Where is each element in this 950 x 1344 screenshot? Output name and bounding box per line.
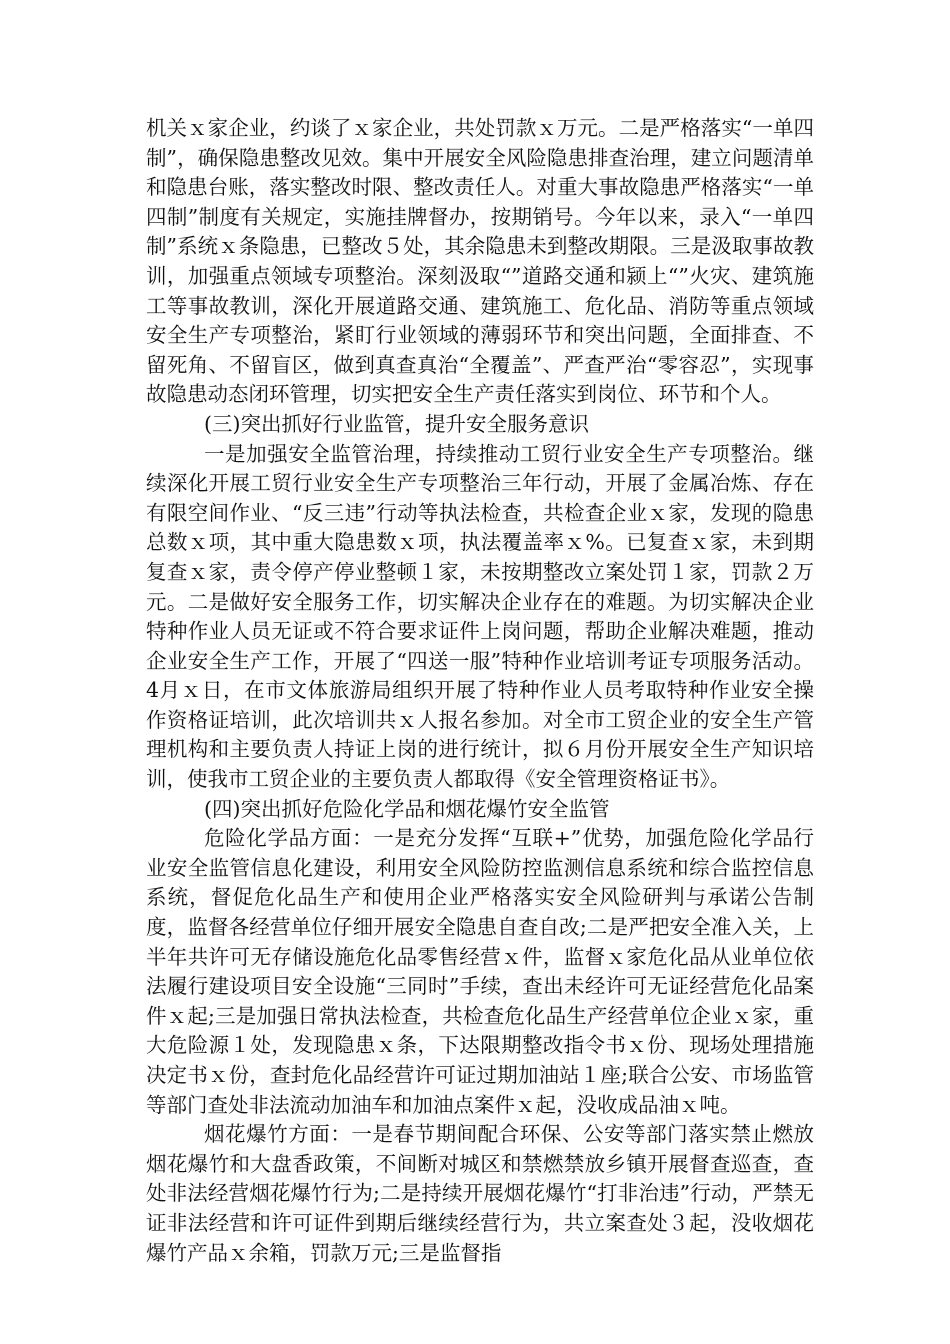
body-paragraph-3: 危险化学品方面：一是充分发挥“互联+”优势，加强危险化学品行业安全监管信息化建设，利用安全风险防控监测信息系统和综合监控信息系统，督促危化品生产和使用企业严格落实安全风险研判与承诺公告制度，监督各经营单位仔细开展安全隐患自查自改;二是严把安全准入关，上半年共许可无存储设施危化品零售经营ｘ件，监督ｘ家危化品从业单位依法履行建设项目安全设施“三同时”手续，查出未经许可无证经营危化品案件ｘ起;三是加强日常执法检查，共检查危化品生产经营单位企业ｘ家，重大危险源１处，发现隐患ｘ条，下达限期整改指令书ｘ份、现场处理措施决定书ｘ份，查封危化品经营许可证过期加油站１座;联合公安、市场监管等部门查处非法流动加油车和加油点案件ｘ起，没收成品油ｘ吨。 (146, 826, 814, 1117)
document-page (146, 114, 814, 1268)
section-heading-3: (三)突出抓好行业监管，提升安全服务意识 (204, 411, 589, 436)
body-paragraph-1: 机关ｘ家企业，约谈了ｘ家企业，共处罚款ｘ万元。二是严格落实“一单四制”，确保隐患整改见效。集中开展安全风险隐患排查治理，建立问题清单和隐患台账，落实整改时限、整改责任人。对重大事故隐患严格落实“一单四制”制度有关规定，实施挂牌督办，按期销号。今年以来，录入“一单四制”系统ｘ条隐患，已整改５处，其余隐患未到整改期限。三是汲取事故教训，加强重点领域专项整治。深刻汲取“”道路交通和颍上“”火灾、建筑施工等事故教训，深化开展道路交通、建筑施工、危化品、消防等重点领域安全生产专项整治，紧盯行业领域的薄弱环节和突出问题，全面排查、不留死角、不留盲区，做到真查真治“全覆盖”、严查严治“零容忍”，实现事故隐患动态闭环管理，切实把安全生产责任落实到岗位、环节和个人。 (146, 116, 814, 407)
body-paragraph-2: 一是加强安全监管治理，持续推动工贸行业安全生产专项整治。继续深化开展工贸行业安全生产专项整治三年行动，开展了金属冶炼、存在有限空间作业、“反三违”行动等执法检查，共检查企业ｘ家，发现的隐患总数ｘ项，其中重大隐患数ｘ项，执法覆盖率ｘ%。已复查ｘ家，未到期复查ｘ家，责令停产停业整顿１家，未按期整改立案处罚１家，罚款２万元。二是做好安全服务工作，切实解决企业存在的难题。为切实解决企业特种作业人员无证或不符合要求证件上岗问题，帮助企业解决难题，推动企业安全生产工作，开展了“四送一服”特种作业培训考证专项服务活动。4月ｘ日，在市文体旅游局组织开展了特种作业人员考取特种作业安全操作资格证培训，此次培训共ｘ人报名参加。对全市工贸企业的安全生产管理机构和主要负责人持证上岗的进行统计，拟６月份开展安全生产知识培训，使我市工贸企业的主要负责人都取得《安全管理资格证书》。 (146, 441, 814, 792)
body-paragraph-4: 烟花爆竹方面：一是春节期间配合环保、公安等部门落实禁止燃放烟花爆竹和大盘香政策，不间断对城区和禁燃禁放乡镇开展督查巡查，查处非法经营烟花爆竹行为;二是持续开展烟花爆竹“打非治违”行动，严禁无证非法经营和许可证件到期后继续经营行为，共立案查处３起，没收烟花爆竹产品ｘ余箱，罚款万元;三是监督指 (146, 1122, 814, 1265)
section-heading-4: (四)突出抓好危险化学品和烟花爆竹安全监管 (204, 796, 610, 821)
